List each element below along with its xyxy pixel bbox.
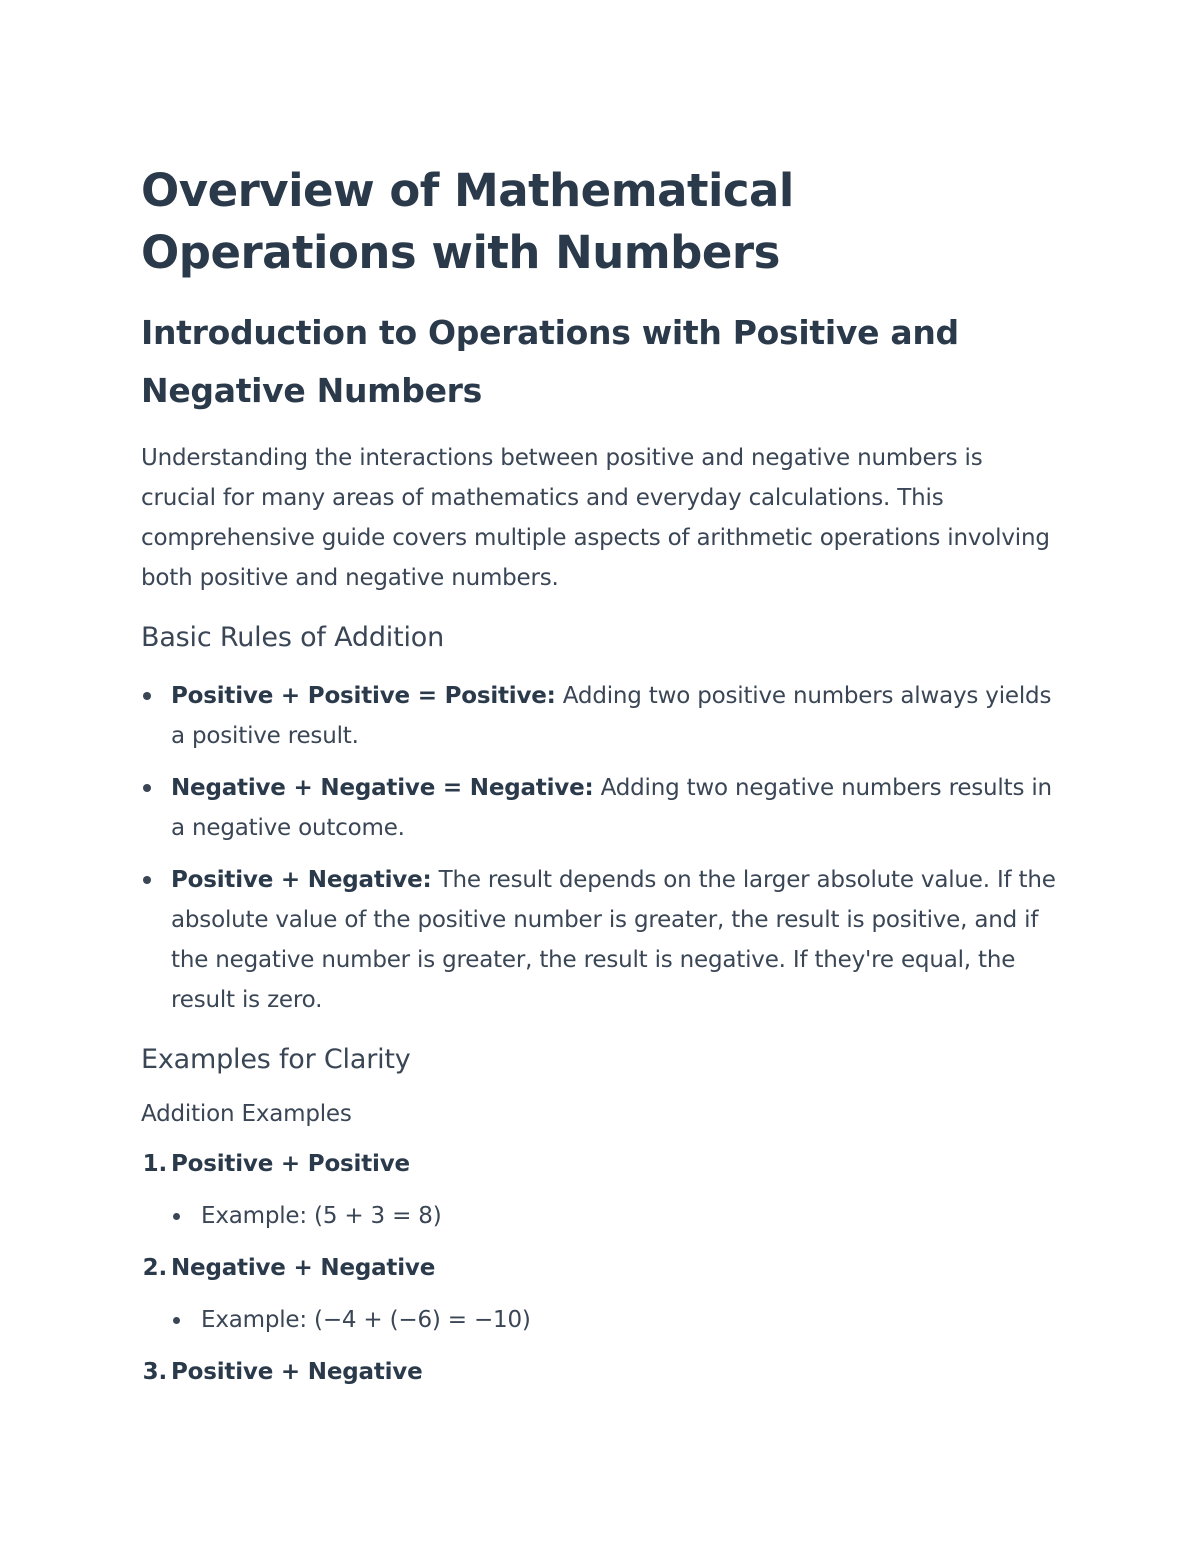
example-text: Example: (−4 + (−6) = −10): [201, 1307, 531, 1333]
basic-rules-heading: Basic Rules of Addition: [141, 622, 444, 653]
page-title: Overview of Mathematical Operations with Numbers: [141, 164, 794, 279]
examples-heading: Examples for Clarity: [141, 1044, 411, 1075]
section-title: Introduction to Operations with Positive and Negative Numbers: [141, 313, 959, 410]
examples-list: [141, 1144, 1061, 1392]
item-number: 1.: [142, 1151, 167, 1177]
basic-rules-list: [141, 676, 1061, 1020]
rule-label: Positive + Positive = Positive:: [171, 683, 556, 709]
rule-text: The result depends on the larger absolute value. If the absolute value of the positive number is greater, the result is positive, and if the negative number is greater, the result is negative. If they're equal, the result is zero.: [171, 867, 1056, 1013]
example-text: Example: (5 + 3 = 8): [201, 1203, 442, 1229]
list-item: [141, 1352, 1061, 1392]
rule-text: Adding two positive numbers always yields a positive result.: [171, 683, 1052, 749]
example-label: Positive + Positive: [171, 1151, 410, 1177]
bullet-icon: [143, 784, 151, 792]
example-label: Positive + Negative: [171, 1359, 423, 1385]
bullet-icon: [173, 1213, 180, 1220]
list-item: [141, 1144, 1061, 1236]
bullet-icon: [143, 692, 151, 700]
example-sublist: [171, 1300, 1061, 1340]
rule-label: Negative + Negative = Negative:: [171, 775, 594, 801]
list-item: [141, 676, 1061, 756]
rule-label: Positive + Negative:: [171, 867, 432, 893]
list-item: [141, 1248, 1061, 1340]
item-number: 2.: [142, 1255, 167, 1281]
intro-paragraph: Understanding the interactions between positive and negative numbers is crucial for many areas of mathematics and everyday calculations. This comprehensive guide covers multiple aspects of arithmetic operations involving both positive and negative numbers.: [141, 445, 1050, 591]
list-item: [171, 1196, 1061, 1236]
document-page: [141, 160, 1061, 1404]
list-item: [171, 1300, 1061, 1340]
example-sublist: [171, 1196, 1061, 1236]
bullet-icon: [143, 876, 151, 884]
example-label: Negative + Negative: [171, 1255, 436, 1281]
list-item: [141, 768, 1061, 848]
bullet-icon: [173, 1317, 180, 1324]
rule-text: Adding two negative numbers results in a negative outcome.: [171, 775, 1052, 841]
item-number: 3.: [142, 1359, 167, 1385]
list-item: [141, 860, 1061, 1020]
addition-examples-subheading: Addition Examples: [141, 1101, 352, 1127]
